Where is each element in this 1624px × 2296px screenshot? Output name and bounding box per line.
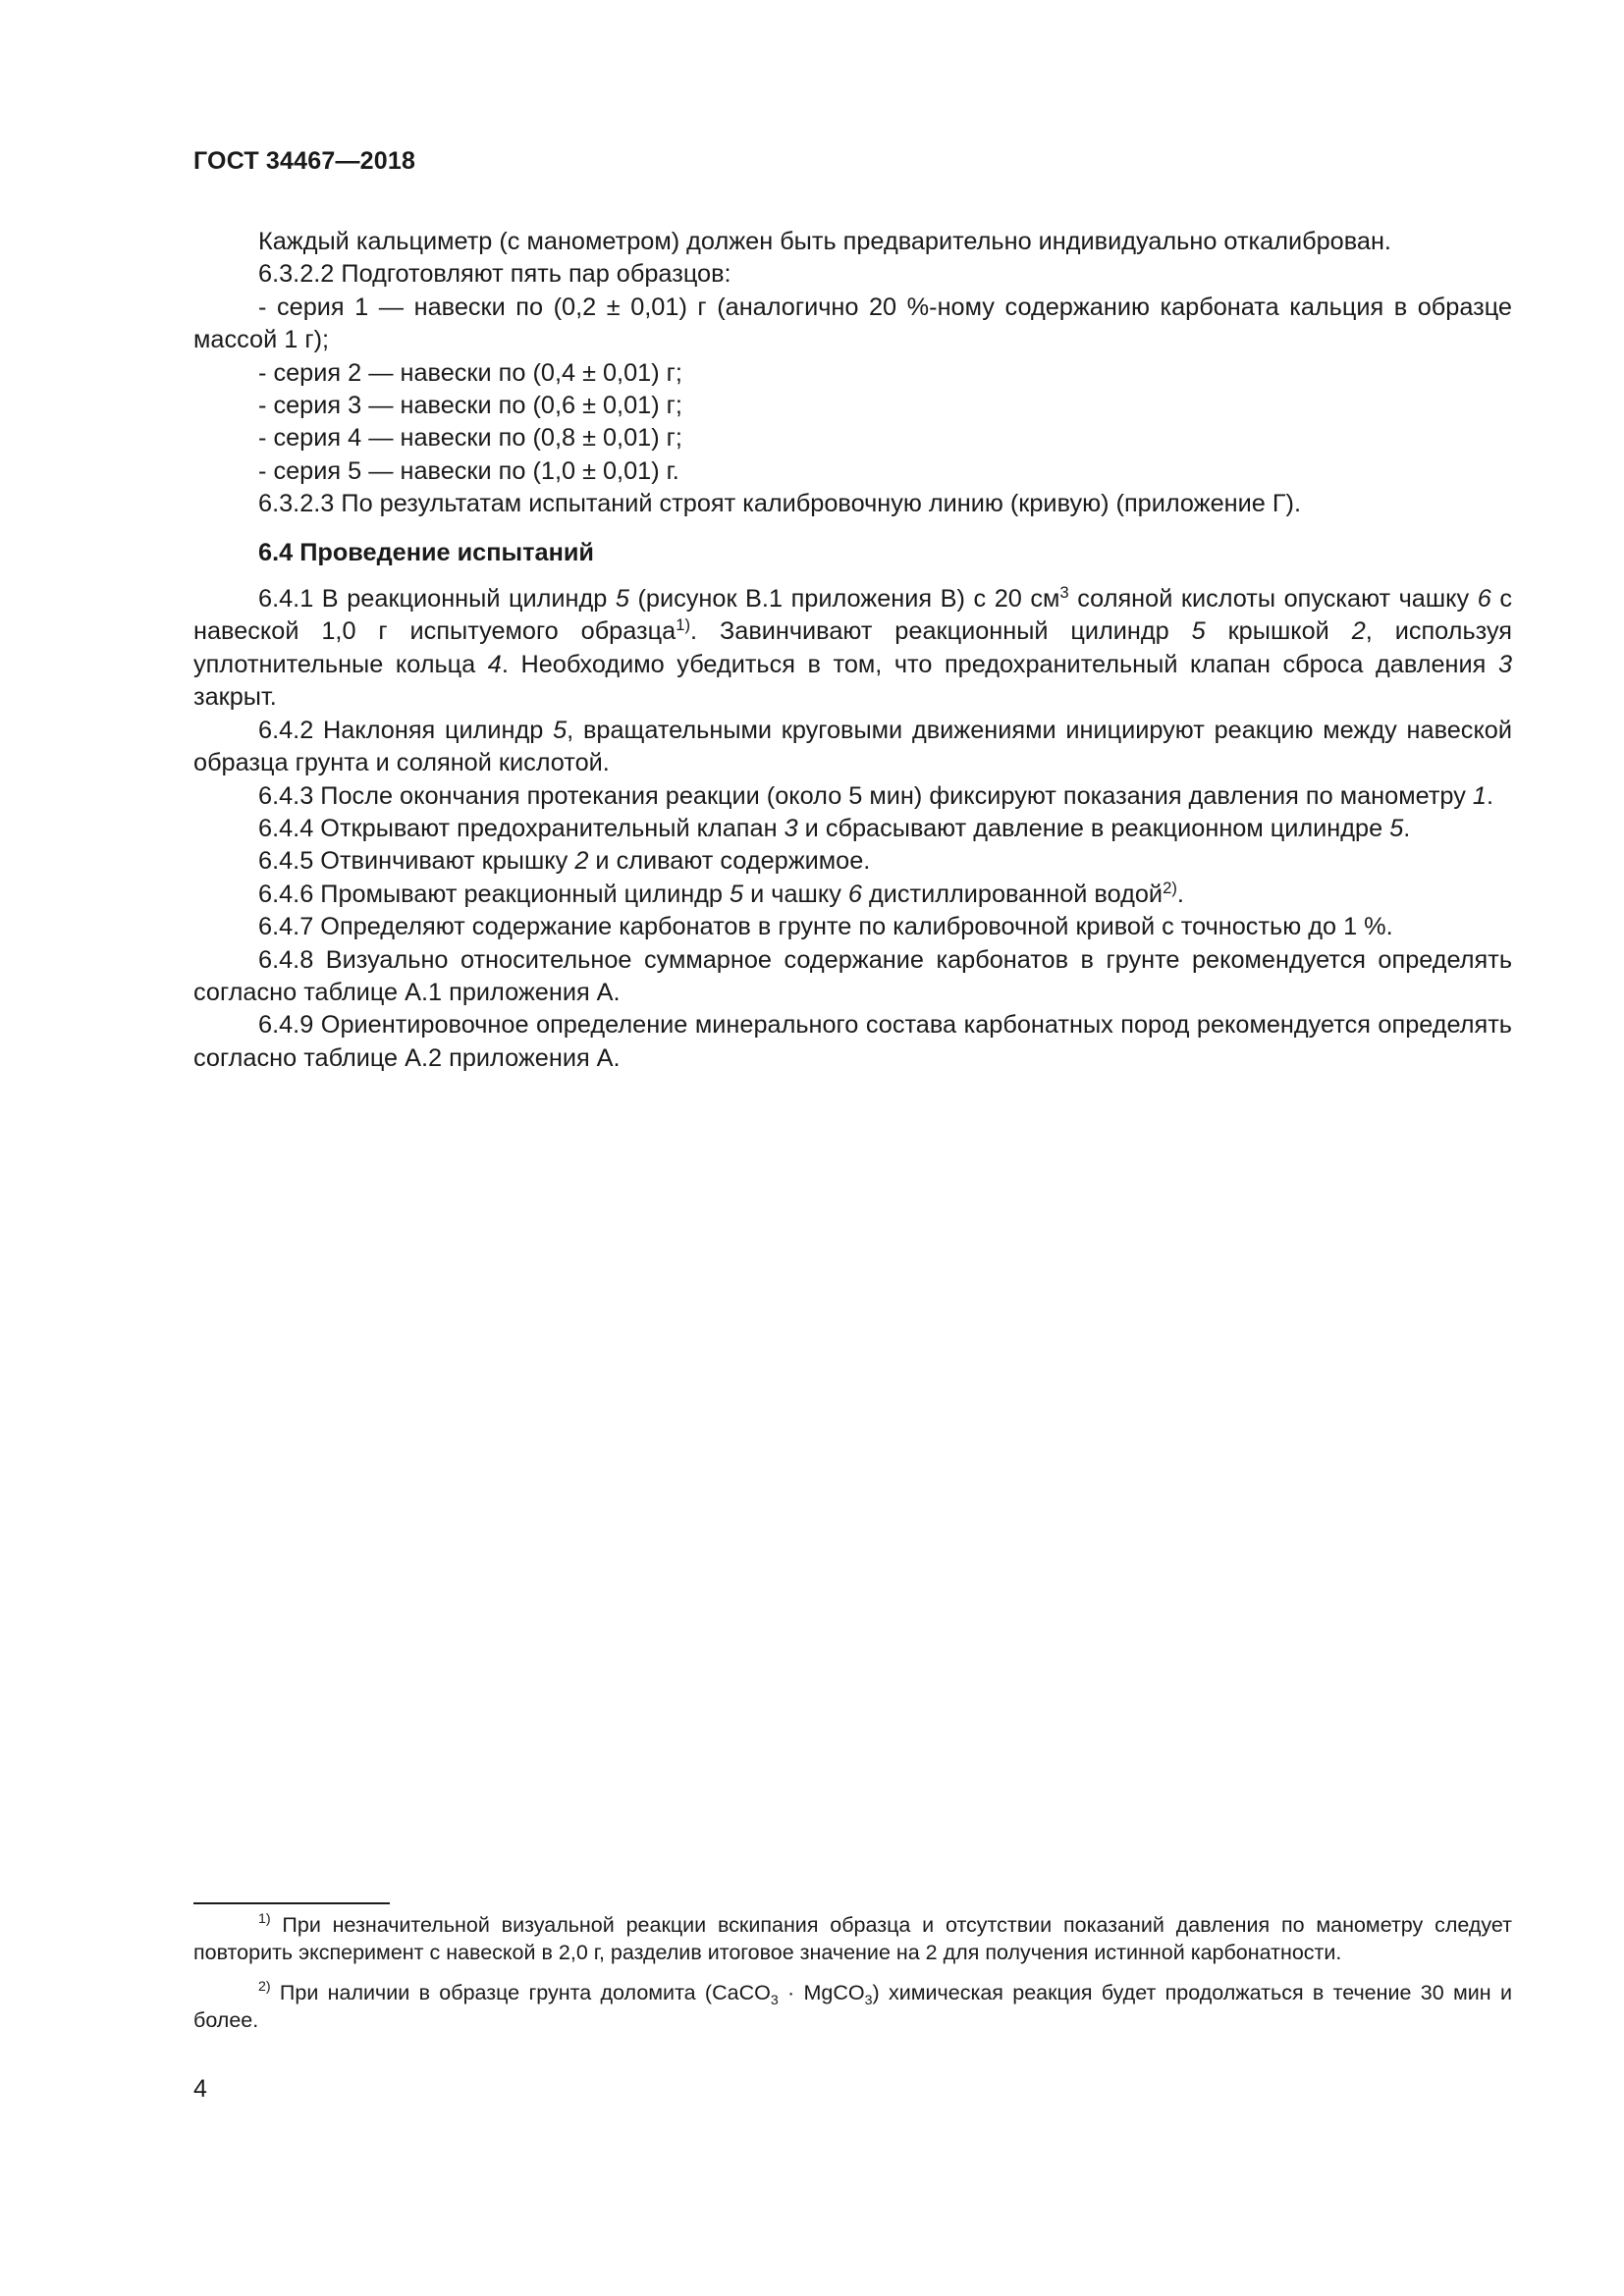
paragraph: Каждый кальциметр (с манометром) должен быть предварительно индивидуально откалиброван. [258, 228, 1391, 255]
page-number: 4 [193, 2075, 207, 2103]
footnote-ref-1: 1) [676, 615, 691, 635]
standard-designation: ГОСТ 34467—2018 [193, 147, 416, 175]
footnote-ref-2: 2) [1163, 878, 1177, 897]
clause-6-4-9: 6.4.9 Ориентировочное определение минерального состава карбонатных пород рекомендуется определять согласно таблице А.2 приложения А. [193, 1011, 1512, 1072]
paragraph: 6.3.2.3 По результатам испытаний строят калибровочную линию (кривую) (приложение Г). [258, 490, 1302, 518]
list-item: - серия 3 — навески по (0,6 ± 0,01) г; [258, 392, 682, 420]
clause-6-4-5: 6.4.5 Отвинчивают крышку 2 и сливают содержимое. [258, 847, 871, 876]
clause-6-4-8: 6.4.8 Визуально относительное суммарное содержание карбонатов в грунте рекомендуется определять согласно таблице А.1 приложения А. [193, 945, 1512, 1006]
body-text [193, 226, 1512, 1075]
list-item: - серия 5 — навески по (1,0 ± 0,01) г. [258, 456, 679, 485]
clause-6-4-3: 6.4.3 После окончания протекания реакции (около 5 мин) фиксируют показания давления по манометру 1. [258, 781, 1493, 810]
footnote-divider [193, 1902, 390, 1904]
footnotes [193, 1911, 1512, 2047]
list-item: - серия 4 — навески по (0,8 ± 0,01) г; [258, 424, 682, 453]
footnote-2: $^{2)}$ При наличии в образце грунта доломита (CaCO$_3$ · MgCO$_3$) химическая реакция будет продолжаться в течение 30 мин и более. [193, 1978, 1512, 2033]
clause-6-4-4: 6.4.4 Открывают предохранительный клапан 3 и сбрасывают давление в реакционном цилиндре 5. [258, 814, 1411, 842]
clause-6-4-7: 6.4.7 Определяют содержание карбонатов в грунте по калибровочной кривой с точностью до 1 %. [258, 913, 1393, 941]
list-item: - серия 2 — навески по (0,4 ± 0,01) г; [258, 358, 682, 387]
clause-6-4-6: 6.4.6 Промывают реакционный цилиндр 5 и чашку 6 дистиллированной водой$^{2)}$. [258, 878, 1184, 908]
paragraph: 6.3.2.2 Подготовляют пять пар образцов: [258, 260, 731, 289]
superscript: 3 [1059, 583, 1069, 603]
clause-6-4-1: 6.4.1 В реакционный цилиндр 5 (рисунок В.1 приложения В) с 20 $см^3$ соляной кислоты опускают чашку 6 с навеской 1,0 г испытуемого образца$^{1)}$. Завинчивают реакционный цилиндр 5 крышкой 2, используя уплотнительные кольца 4. Необходимо убедиться в том, что предохранительный клапан сброса давления 3 закрыт. [193, 583, 1513, 712]
list-item: - серия 1 — навески по (0,2 ± 0,01) г (аналогично 20 %-ному содержанию карбоната кальция в образце массой 1 г); [193, 293, 1512, 354]
clause-6-4-2: 6.4.2 Наклоняя цилиндр 5, вращательными круговыми движениями инициируют реакцию между навеской образца грунта и соляной кислотой. [193, 716, 1512, 777]
footnote-1: $^{1)}$ При незначительной визуальной реакции вскипания образца и отсутствии показаний давления по манометру следует повторить эксперимент с навеской в 2,0 г, разделив итоговое значение на 2 для получения истинной карбонатности. [193, 1911, 1512, 1965]
section-heading: 6.4 Проведение испытаний [258, 538, 594, 566]
